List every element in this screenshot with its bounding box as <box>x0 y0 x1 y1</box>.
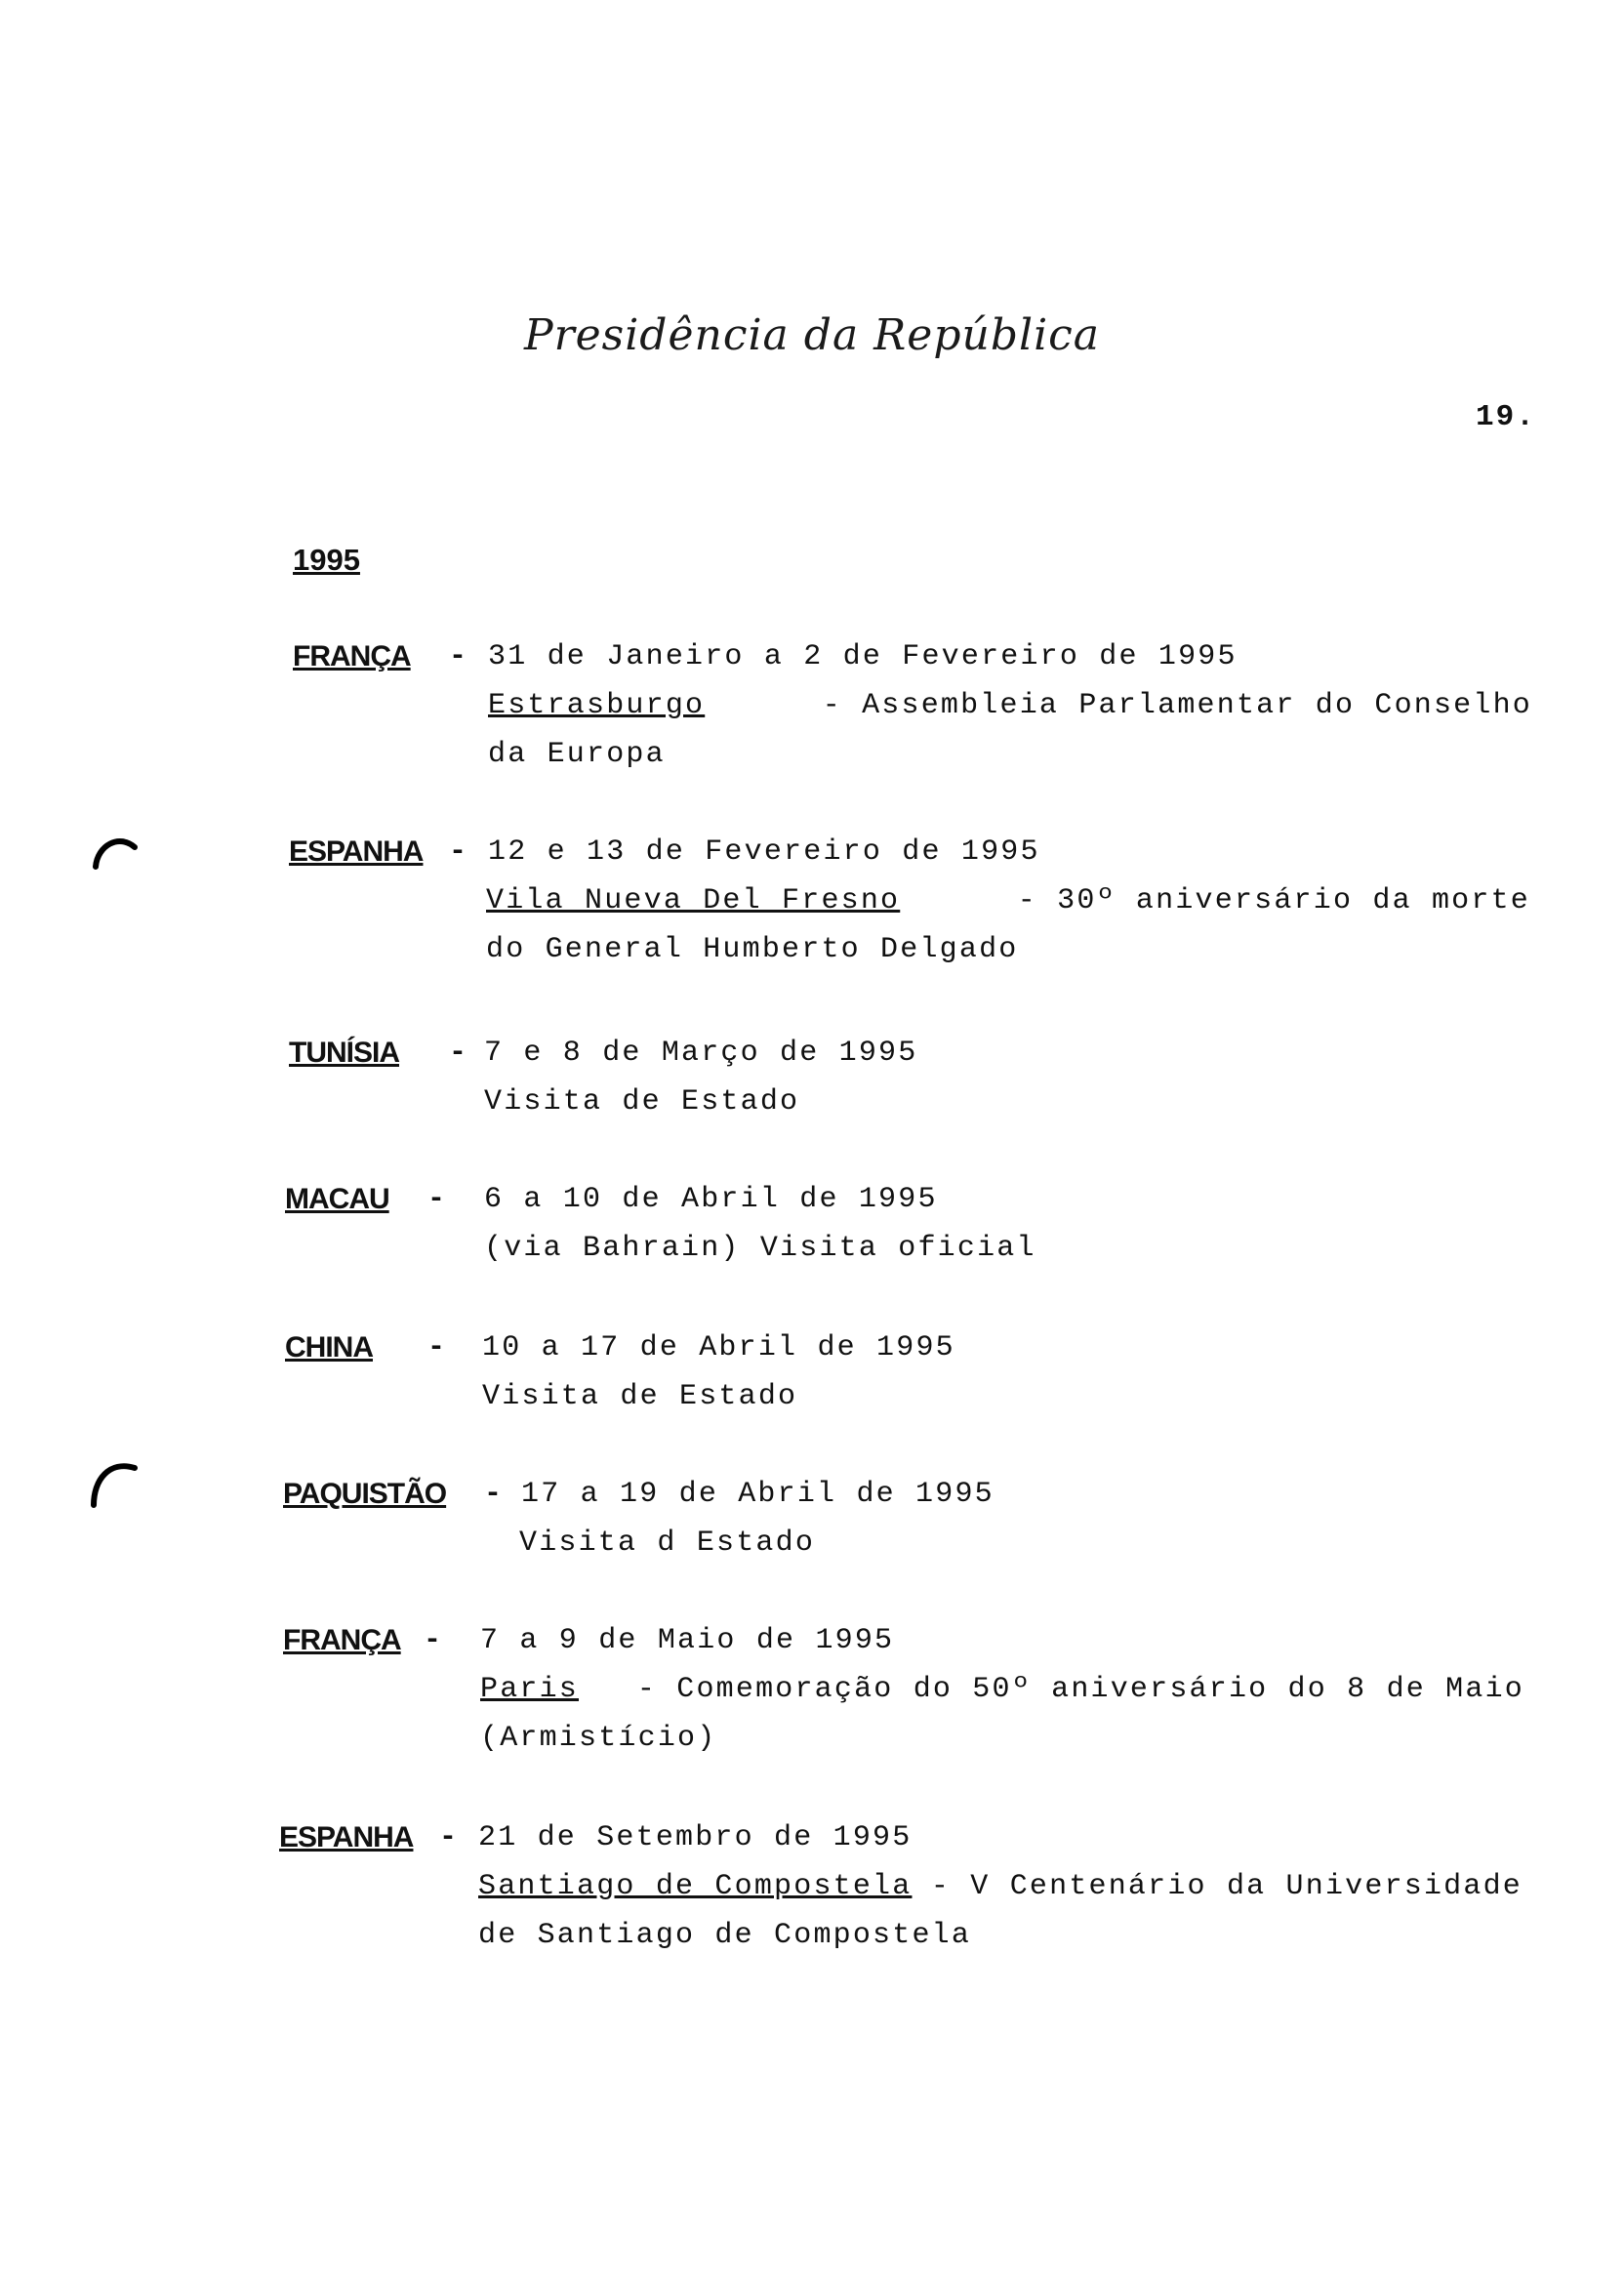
separator-dash: - <box>427 1331 446 1364</box>
entry-place-line <box>486 876 1530 925</box>
entry-place: Vila Nueva Del Fresno <box>486 884 901 917</box>
country-label: ESPANHA <box>289 835 424 868</box>
letterhead-title: Presidência da República <box>523 310 1101 360</box>
separator-dash: - <box>484 1478 503 1511</box>
entry-place-line <box>478 1862 1522 1911</box>
entry-continuation: de Santiago de Compostela <box>478 1919 972 1952</box>
entry-description: Visita de Estado <box>484 1085 800 1119</box>
margin-mark-2 <box>86 1450 141 1509</box>
entry-description: Visita de Estado <box>482 1380 798 1413</box>
separator-dash: - <box>424 1624 442 1657</box>
entry-place: Santiago de Compostela <box>478 1870 913 1903</box>
country-label: FRANÇA <box>293 640 411 672</box>
entry-place: Estrasburgo <box>488 689 706 722</box>
separator-dash: - <box>427 1183 446 1216</box>
entry-place: Paris <box>480 1673 580 1706</box>
entry-date: 10 a 17 de Abril de 1995 <box>482 1331 955 1364</box>
entry-description: Visita d Estado <box>519 1527 816 1560</box>
country-label: ESPANHA <box>279 1821 414 1853</box>
country-label: MACAU <box>285 1183 389 1215</box>
entry-date: 7 e 8 de Março de 1995 <box>484 1037 918 1070</box>
country-label: TUNÍSIA <box>289 1037 399 1069</box>
entry-date: 6 a 10 de Abril de 1995 <box>484 1183 938 1216</box>
entry-date: 21 de Setembro de 1995 <box>478 1821 913 1854</box>
entry-description: - Comemoração do 50º aniversário do 8 de Maio <box>636 1673 1524 1706</box>
entry-description: - 30º aniversário da morte <box>1017 884 1530 917</box>
entry-continuation: (Armistício) <box>480 1722 717 1755</box>
margin-mark-1 <box>90 828 141 871</box>
separator-dash: - <box>449 640 467 673</box>
page-number: 19. <box>1476 400 1536 434</box>
entry-place-line <box>480 1665 1524 1714</box>
separator-dash: - <box>449 1037 467 1070</box>
entry-continuation: da Europa <box>488 738 666 771</box>
separator-dash: - <box>449 835 467 869</box>
country-label: CHINA <box>285 1331 373 1364</box>
entry-description: (via Bahrain) Visita oficial <box>484 1232 1036 1265</box>
entry-description: - Assembleia Parlamentar do Conselho <box>822 689 1532 722</box>
entry-date: 12 e 13 de Fevereiro de 1995 <box>488 835 1040 869</box>
entry-description: - V Centenário da Universidade <box>930 1870 1522 1903</box>
entry-continuation: do General Humberto Delgado <box>486 933 1019 966</box>
entry-place-line <box>488 681 1532 730</box>
entry-date: 17 a 19 de Abril de 1995 <box>521 1478 995 1511</box>
separator-dash: - <box>439 1821 458 1854</box>
year-heading: 1995 <box>293 543 360 577</box>
country-label: PAQUISTÃO <box>283 1478 447 1510</box>
country-label: FRANÇA <box>283 1624 401 1656</box>
entry-date: 31 de Janeiro a 2 de Fevereiro de 1995 <box>488 640 1238 673</box>
entry-date: 7 a 9 de Maio de 1995 <box>480 1624 895 1657</box>
